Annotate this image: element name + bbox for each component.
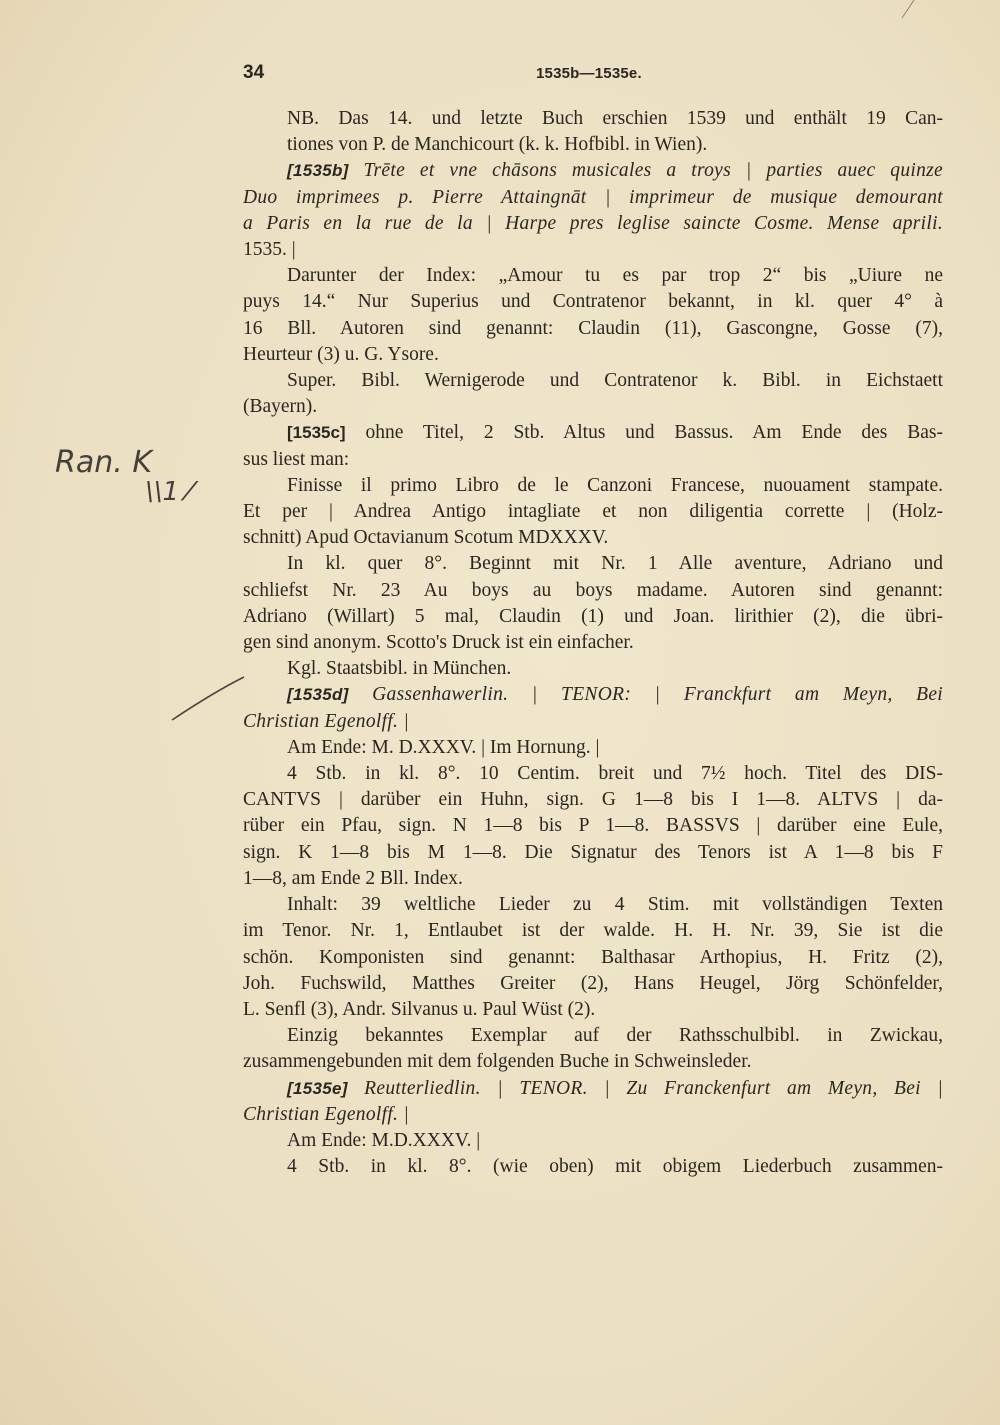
text-line: [1535d] Gassenhawerlin. | TENOR: | Franckfurt am Meyn, Bei [287,684,943,706]
entry-1535e [243,1076,943,1181]
margin-note-line-1: Ran. K [55,445,152,480]
text-line: Super. Bibl. Wernigerode und Contratenor k. Bibl. in Eichstaett [287,370,943,392]
text-line: L. Senfl (3), Andr. Silvanus u. Paul Wüst (2). [243,998,596,1020]
running-head: 1535b—1535e. [536,65,642,82]
text-line: Et per | Andrea Antigo intagliate et non diligentia corrette | (Holz- [243,501,943,523]
text-line: 1—8, am Ende 2 Bll. Index. [243,867,463,889]
text-line: zusammengebunden mit dem folgenden Buche in Schweinsleder. [243,1051,752,1073]
text-line: Adriano (Willart) 5 mal, Claudin (1) und Joan. lirithier (2), die übri- [243,605,943,627]
text-line: im Tenor. Nr. 1, Entlaubet ist der walde. H. H. Nr. 39, Sie ist die [243,920,943,942]
entry-1535b [243,158,943,420]
text-line: Einzig bekanntes Exemplar auf der Rathsschulbibl. in Zwickau, [287,1025,943,1047]
text-line: schön. Komponisten sind genannt: Balthasar Arthopius, H. Fritz (2), [243,946,943,968]
pencil-margin-stroke [168,674,248,724]
text-line: 1535. | [243,239,296,261]
text-line: 4 Stb. in kl. 8°. (wie oben) mit obigem Liederbuch zusammen- [287,1156,943,1178]
text-line: a Paris en la rue de la | Harpe pres leglise saincte Cosme. Mense aprili. [243,212,943,234]
handwritten-margin-note [55,445,225,525]
pencil-tick-mark [900,0,920,20]
text-line: gen sind anonym. Scotto's Druck ist ein einfacher. [243,632,634,654]
text-line: 16 Bll. Autoren sind genannt: Claudin (11), Gascongne, Gosse (7), [243,317,943,339]
text-line: CANTVS | darüber ein Huhn, sign. G 1—8 bis I 1—8. ALTVS | da- [243,789,943,811]
text-line: Finisse il primo Libro de le Canzoni Francese, nuouament stampate. [287,474,943,496]
text-line: tiones von P. de Manchicourt (k. k. Hofbibl. in Wien). [287,134,708,156]
entry-reference: [1535c] [287,423,346,443]
text-line: Kgl. Staatsbibl. in München. [287,658,512,680]
text-line: schnitt) Apud Octavianum Scotum MDXXXV. [243,527,609,549]
entry-reference: [1535e] [287,1078,348,1098]
entry-reference: [1535d] [287,685,349,705]
text-line: Am Ende: M.D.XXXV. | [287,1129,481,1151]
text-line: (Bayern). [243,396,318,418]
entry-1535c [243,420,943,682]
text-line: sign. K 1—8 bis M 1—8. Die Signatur des Tenors ist A 1—8 bis F [243,841,943,863]
text-line: schliefst Nr. 23 Au boys au boys madame. Autoren sind genannt: [243,579,943,601]
text-line: Darunter der Index: „Amour tu es par trop 2“ bis „Uiure ne [287,265,943,287]
text-line: puys 14.“ Nur Superius und Contratenor bekannt, in kl. quer 4° à [243,291,943,313]
text-line: sus liest man: [243,448,350,470]
text-line: Duo imprimees p. Pierre Attaingnāt | imprimeur de musique demourant [243,186,943,208]
page-header [243,62,943,88]
text-line: Inhalt: 39 weltliche Lieder zu 4 Stim. mit vollständigen Texten [287,894,943,916]
margin-note-line-2: \\1 ⁄ [145,477,192,507]
body-text [243,106,943,1180]
text-line: Joh. Fuchswild, Matthes Greiter (2), Hans Heugel, Jörg Schönfelder, [243,972,943,994]
text-line: Christian Egenolff. | [243,710,410,732]
page-number: 34 [243,62,265,83]
entry-1535d [243,682,943,1075]
text-line: 4 Stb. in kl. 8°. 10 Centim. breit und 7½ hoch. Titel des DIS- [287,763,943,785]
text-line: [1535c] ohne Titel, 2 Stb. Altus und Bassus. Am Ende des Bas- [287,422,943,444]
paragraph-nb [243,106,943,158]
text-line: rüber ein Pfau, sign. N 1—8 bis P 1—8. BASSVS | darüber eine Eule, [243,815,943,837]
text-line: In kl. quer 8°. Beginnt mit Nr. 1 Alle aventure, Adriano und [287,553,943,575]
text-line: [1535e] Reutterliedlin. | TENOR. | Zu Franckenfurt am Meyn, Bei | [287,1077,943,1099]
entry-reference: [1535b] [287,161,349,181]
text-line: Christian Egenolff. | [243,1103,410,1125]
text-line: Am Ende: M. D.XXXV. | Im Hornung. | [287,736,600,758]
text-line: [1535b] Trēte et vne chāsons musicales a troys | parties auec quinze [287,160,943,182]
text-line: Heurteur (3) u. G. Ysore. [243,343,439,365]
text-line: NB. Das 14. und letzte Buch erschien 1539 und enthält 19 Can- [287,108,943,129]
